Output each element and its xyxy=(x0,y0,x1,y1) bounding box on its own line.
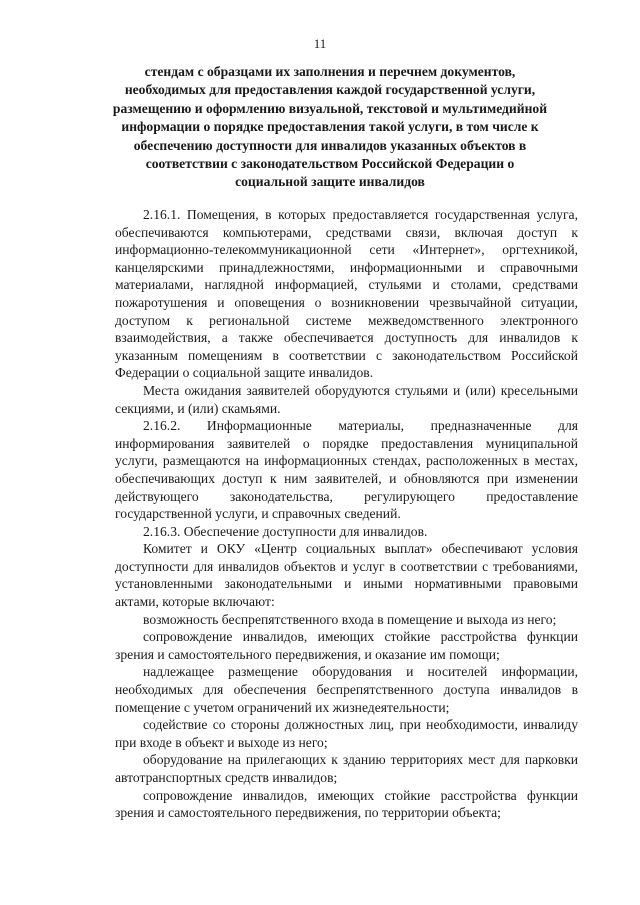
list-item-escort-assistance: сопровождение инвалидов, имеющих стойкие расстройства функции зрения и самостоятельного передвижения, и оказание им помощи; xyxy=(115,629,578,662)
section-heading: стендам с образцами их заполнения и перечнем документов, необходимых для предоставления каждой государственной услуги, размещению и оформлению визуальной, текстовой и мультимедийной информации о порядке предоставления такой услуги, в том числе к обеспечению доступности для инвалидов указанных объектов в соответствии с законодательством Российской Федерации о социальной защите инвалидов xyxy=(112,64,548,190)
paragraph-2-16-1: 2.16.1. Помещения, в которых предоставляется государственная услуга, обеспечиваются компьютерами, средствами связи, включая доступ к информационно-телекоммуникационной сети «Интернет», оргтехникой, канцелярскими принадлежностями, информационными и справочными материалами, наглядной информацией, стульями и столами, средствами пожаротушения и оповещения о возникновении чрезвычайной ситуации, доступом к региональной системе межведомственного электронного взаимодействия, а также обеспечивается доступность для инвалидов к указанным помещениям в соответствии с законодательством Российской Федерации о социальной защите инвалидов. xyxy=(115,207,578,381)
list-item-official-assistance: содействие со стороны должностных лиц, при необходимости, инвалиду при входе в объект и выходе из него; xyxy=(115,717,578,750)
paragraph-2-16-3: 2.16.3. Обеспечение доступности для инвалидов. xyxy=(143,523,428,539)
paragraph-2-16-2: 2.16.2. Информационные материалы, предназначенные для информирования заявителей о порядке предоставления муниципальной услуги, размещаются на информационных стендах, расположенных в местах, обеспечивающих доступ к ним заявителей, и обновляются при изменении действующего законодательства, регулирующего предоставление государственной услуги, и справочных сведений. xyxy=(115,418,578,522)
document-body xyxy=(115,206,578,822)
paragraph-committee-conditions: Комитет и ОКУ «Центр социальных выплат» обеспечивают условия доступности для инвалидов объектов и услуг в соответствии с требованиями, установленными законодательными и иными нормативными правовыми актами, которые включают: xyxy=(115,541,578,610)
list-item-escort-territory: сопровождение инвалидов, имеющих стойкие расстройства функции зрения и самостоятельного передвижения, по территории объекта; xyxy=(115,787,578,821)
list-item-parking: оборудование на прилегающих к зданию территориях мест для парковки автотранспортных средств инвалидов; xyxy=(115,752,578,785)
page-number: 11 xyxy=(313,36,327,51)
list-item-free-entry: возможность беспрепятственного входа в помещение и выхода из него; xyxy=(143,611,557,627)
paragraph-waiting-places: Места ожидания заявителей оборудуются стульями и (или) кресельными секциями, и (или) скамьями. xyxy=(115,382,578,416)
list-item-equipment-placement: надлежащее размещение оборудования и носителей информации, необходимых для обеспечения беспрепятственного доступа инвалидов в помещение с учетом ограничений их жизнедеятельности; xyxy=(115,664,578,715)
